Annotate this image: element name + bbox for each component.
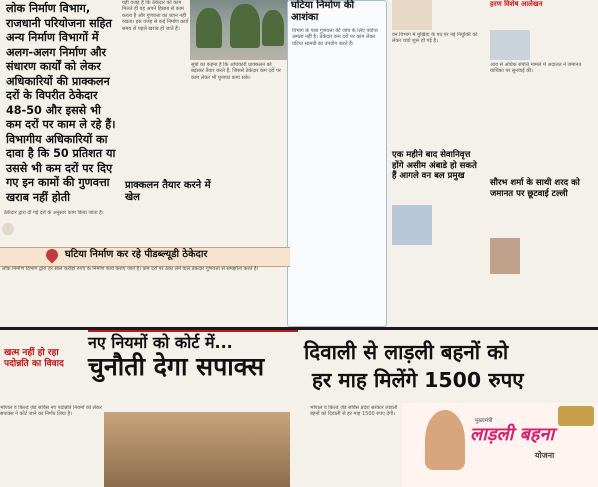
ladli-body: भोपाल व किल्ड ज़ेड सर्विस प्रदेश सरकार लाड़ली बहनों को दिवाली से हर माह 1500 रुपए देगी।	[310, 405, 398, 418]
building-photo	[392, 205, 432, 245]
poster-yojana: योजना	[535, 451, 555, 460]
special-label: हरण विशेष आलेखन	[490, 0, 543, 8]
left-bottom-para: ठेकेदार द्वारा दी गई दरों के अनुसार काम किया जाता है।	[4, 210, 104, 216]
bail-headline: सौरभ शर्मा के साथी शरद को जमानत पर छूटवाई टल्ली	[490, 178, 580, 199]
construction-photo	[190, 0, 288, 60]
lead-quote: लोक निर्माण विभाग, राजधानी परियोजना सहित अन्य निर्माण विभागों में अलग-अलग निर्माण और संधारण कार्यों को लेकर अधिकारियों की प्राक्कलन दरों के विपरीत ठेकेदार 48-50 और इससे भी कम दरों पर काम ले रहे हैं। विभागीय अधिकारियों का दावा है कि 50 प्रतिशत या उससे भी कम दरों पर दिए गए इन कामों की गुणवत्ता खराब नहीं होती	[6, 2, 116, 204]
officials-photo	[104, 412, 290, 487]
ladli-headline-2: हर माह मिलेंगे 1500 रुपए	[312, 368, 524, 392]
ladli-headline-1: दिवाली से लाड़ली बहनों को	[304, 340, 509, 364]
col6-text: आय से अधिक संपत्ति मामले में अदालत ने जमानत याचिका पर सुनवाई की।	[490, 62, 582, 75]
sidebar-title: घटिया निर्माण की आशंका	[291, 0, 355, 23]
article-col-3: सूत्रों का कहना है कि अधिकारी प्राक्कलन को बढ़ाकर तैयार करते हैं, जिससे ठेकेदार कम दरों पर काम लेकर भी मुनाफा कमा सके।	[191, 62, 281, 81]
person-photo	[490, 238, 520, 274]
news-thumb-photo	[392, 0, 432, 30]
col5-text: वन विभाग में मुखिया के पद पर नई नियुक्ति को लेकर चर्चा शुरू हो गई है।	[392, 32, 478, 45]
pwd-banner-headline: घटिया निर्माण कर रहे पीडब्ल्यूडी ठेकेदार	[65, 249, 208, 260]
sapaks-body: भोपाल व किल्ड ज़ेड सर्विस नए पदोन्नति नियमों को लेकर सपाक्स ने कोर्ट जाने का निर्णय लिया है।	[0, 405, 102, 418]
poster-title: लाड़ली बहना	[470, 424, 555, 445]
sidebar-text: विभाग के पास गुणवत्ता की जांच के लिए पर्याप्त अमला नहीं है। ठेकेदार कम दरों पर काम लेकर घटिया सामग्री का उपयोग करते हैं।	[292, 28, 378, 47]
estimate-subhead: प्राक्कलन तैयार करने में खेल	[125, 180, 211, 203]
headline-rule	[88, 330, 298, 332]
cm-portrait	[425, 410, 465, 470]
promotion-kicker: खत्म नहीं हो रहा पदोन्नति का विवाद	[4, 348, 64, 369]
sapaks-headline-2: चुनौती देगा सपाक्स	[88, 352, 265, 381]
news-thumb-photo-2	[490, 30, 530, 60]
govt-logo-icon	[558, 406, 594, 426]
article-col-2: यही वजह है कि ठेकेदार को काम मिलते ही वह अपने हिसाब से काम करता है और गुणवत्ता का ध्यान नहीं रखता। इस वजह से कई निर्माण कार्य समय से पहले खराब हो जाते हैं।	[122, 0, 189, 32]
pwd-banner-body: लोक निर्माण विभाग द्वारा हर साल करोड़ों रुपए के निर्माण कार्य कराए जाते हैं। कम दरों पर ठेका लेने वाले ठेकेदार गुणवत्ता से समझौता करते हैं।	[2, 266, 259, 272]
forest-chief-headline: एक महीने बाद सेवानिवृत्त होंगे असीम अंबाडे हो सकते हैं आगले वन बल प्रमुख	[392, 150, 477, 181]
left-column	[0, 0, 120, 245]
sapaks-headline-1: नए नियमों को कोर्ट में...	[88, 333, 233, 352]
poster-subtitle: मुख्यमंत्री	[475, 418, 493, 424]
